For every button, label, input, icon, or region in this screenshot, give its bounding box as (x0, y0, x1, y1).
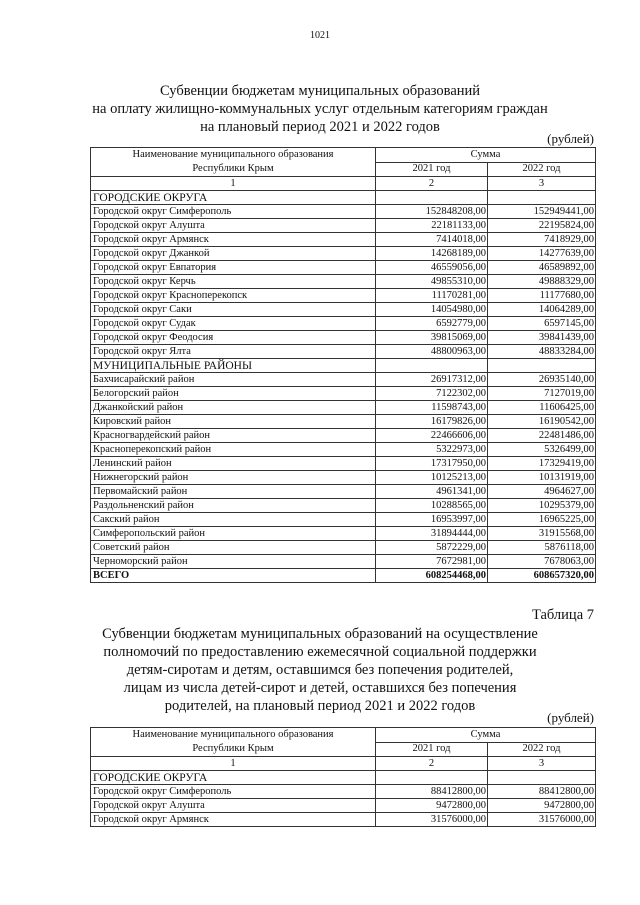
value-2021: 7122302,00 (376, 387, 488, 401)
table-row (91, 289, 596, 303)
value-2022: 4964627,00 (488, 485, 596, 499)
value-2021: 10125213,00 (376, 471, 488, 485)
district-name: Городской округ Судак (91, 317, 376, 331)
value-2022: 26935140,00 (488, 373, 596, 387)
section1-table (90, 147, 596, 583)
col-number-2: 2 (376, 177, 488, 191)
district-name: Джанкойский район (91, 401, 376, 415)
value-2022: 48833284,00 (488, 345, 596, 359)
table-row (91, 485, 596, 499)
header-year-2022: 2022 год (488, 742, 596, 757)
total-2021: 608254468,00 (376, 569, 488, 583)
header-name-cell: Наименование муниципального образования Республики Крым (91, 148, 376, 177)
district-name: Городской округ Армянск (91, 233, 376, 247)
section2-title-line: полномочий по предоставлению ежемесячной социальной поддержки (103, 644, 537, 660)
value-2021: 22181133,00 (376, 219, 488, 233)
value-2021: 39815069,00 (376, 331, 488, 345)
value-2022: 10295379,00 (488, 499, 596, 513)
municipal-districts-heading: МУНИЦИПАЛЬНЫЕ РАЙОНЫ (91, 359, 376, 373)
table-row (91, 387, 596, 401)
value-2022: 22481486,00 (488, 429, 596, 443)
value-2022: 88412800,00 (488, 785, 596, 799)
total-row (91, 569, 596, 583)
value-2021: 48800963,00 (376, 345, 488, 359)
value-2021: 11598743,00 (376, 401, 488, 415)
district-name: Красноперекопский район (91, 443, 376, 457)
urban-districts-heading: ГОРОДСКИЕ ОКРУГА (91, 771, 376, 785)
value-2022: 7418929,00 (488, 233, 596, 247)
col-number-3: 3 (488, 757, 596, 771)
value-2022: 39841439,00 (488, 331, 596, 345)
value-2021: 7672981,00 (376, 555, 488, 569)
value-2021: 26917312,00 (376, 373, 488, 387)
district-name: Первомайский район (91, 485, 376, 499)
table-row (91, 443, 596, 457)
value-2021: 9472800,00 (376, 799, 488, 813)
table-row (91, 317, 596, 331)
district-name: Городской округ Симферополь (91, 205, 376, 219)
value-2021: 152848208,00 (376, 205, 488, 219)
section2-title-line: лицам из числа детей-сирот и детей, оставшихся без попечения (123, 680, 517, 696)
section1-title-line: на плановый период 2021 и 2022 годов (200, 119, 440, 135)
table-row (91, 331, 596, 345)
value-2022: 11606425,00 (488, 401, 596, 415)
value-2021: 11170281,00 (376, 289, 488, 303)
table-row (91, 785, 596, 799)
value-2021: 22466606,00 (376, 429, 488, 443)
table-row (91, 541, 596, 555)
section2-title-line: Субвенции бюджетам муниципальных образований на осуществление (102, 626, 538, 642)
table-7-label: Таблица 7 (531, 607, 594, 623)
col-number-1: 1 (91, 757, 376, 771)
header-sum: Сумма (376, 148, 596, 163)
district-name: Городской округ Алушта (91, 799, 376, 813)
value-2022: 9472800,00 (488, 799, 596, 813)
value-2022: 31915568,00 (488, 527, 596, 541)
col-number-3: 3 (488, 177, 596, 191)
value-2022: 14277639,00 (488, 247, 596, 261)
district-name: Раздольненский район (91, 499, 376, 513)
district-name: Городской округ Саки (91, 303, 376, 317)
value-2021: 7414018,00 (376, 233, 488, 247)
value-2021: 14268189,00 (376, 247, 488, 261)
value-2021: 88412800,00 (376, 785, 488, 799)
page-number: 1021 (310, 30, 330, 41)
district-name: Городской округ Джанкой (91, 247, 376, 261)
value-2021: 5872229,00 (376, 541, 488, 555)
table-row (91, 219, 596, 233)
value-2022: 7678063,00 (488, 555, 596, 569)
value-2022: 5326499,00 (488, 443, 596, 457)
table-row (91, 555, 596, 569)
section2-title (60, 625, 580, 715)
table-row (91, 233, 596, 247)
section2-title-line: детям-сиротам и детям, оставшимся без попечения родителей, (126, 662, 514, 678)
table-row (91, 205, 596, 219)
value-2022: 14064289,00 (488, 303, 596, 317)
district-name: Черноморский район (91, 555, 376, 569)
district-name: Городской округ Алушта (91, 219, 376, 233)
district-name: Нижнегорский район (91, 471, 376, 485)
value-2022: 17329419,00 (488, 457, 596, 471)
table-row (91, 303, 596, 317)
value-2022: 5876118,00 (488, 541, 596, 555)
total-label: ВСЕГО (91, 569, 376, 583)
table-row (91, 345, 596, 359)
header-year-2021: 2021 год (376, 162, 488, 177)
section2-units: (рублей) (547, 710, 594, 725)
value-2022: 16190542,00 (488, 415, 596, 429)
value-2022: 152949441,00 (488, 205, 596, 219)
header-sum: Сумма (376, 728, 596, 743)
district-name: Городской округ Красноперекопск (91, 289, 376, 303)
district-name: Городской округ Ялта (91, 345, 376, 359)
section2-title-line: родителей, на плановый период 2021 и 2022 годов (164, 698, 476, 714)
col-number-1: 1 (91, 177, 376, 191)
header-name-cell: Наименование муниципального образования Республики Крым (91, 728, 376, 757)
table-row (91, 415, 596, 429)
value-2022: 16965225,00 (488, 513, 596, 527)
district-name: Сакский район (91, 513, 376, 527)
table-row (91, 499, 596, 513)
value-2021: 16179826,00 (376, 415, 488, 429)
section1-title-line: на оплату жилищно-коммунальных услуг отдельным категориям граждан (92, 101, 548, 117)
district-name: Городской округ Армянск (91, 813, 376, 827)
table-row (91, 401, 596, 415)
table-row (91, 457, 596, 471)
value-2021: 4961341,00 (376, 485, 488, 499)
table-row (91, 261, 596, 275)
table-row (91, 429, 596, 443)
district-name: Симферопольский район (91, 527, 376, 541)
district-name: Советский район (91, 541, 376, 555)
table-row (91, 275, 596, 289)
value-2021: 5322973,00 (376, 443, 488, 457)
value-2022: 11177680,00 (488, 289, 596, 303)
table-row (91, 513, 596, 527)
value-2022: 49888329,00 (488, 275, 596, 289)
section1-title (60, 82, 580, 136)
table-row (91, 527, 596, 541)
district-name: Белогорский район (91, 387, 376, 401)
col-number-2: 2 (376, 757, 488, 771)
district-name: Кировский район (91, 415, 376, 429)
district-name: Красногвардейский район (91, 429, 376, 443)
value-2021: 16953997,00 (376, 513, 488, 527)
district-name: Городской округ Евпатория (91, 261, 376, 275)
value-2021: 10288565,00 (376, 499, 488, 513)
value-2022: 10131919,00 (488, 471, 596, 485)
value-2021: 31894444,00 (376, 527, 488, 541)
section1-title-line: Субвенции бюджетам муниципальных образований (159, 83, 481, 99)
value-2022: 22195824,00 (488, 219, 596, 233)
district-name: Бахчисарайский район (91, 373, 376, 387)
table-row (91, 373, 596, 387)
district-name: Городской округ Керчь (91, 275, 376, 289)
value-2021: 14054980,00 (376, 303, 488, 317)
section2-table (90, 727, 596, 827)
value-2022: 46589892,00 (488, 261, 596, 275)
table-row (91, 813, 596, 827)
header-year-2022: 2022 год (488, 162, 596, 177)
value-2022: 6597145,00 (488, 317, 596, 331)
value-2021: 31576000,00 (376, 813, 488, 827)
value-2021: 46559056,00 (376, 261, 488, 275)
value-2022: 31576000,00 (488, 813, 596, 827)
value-2021: 17317950,00 (376, 457, 488, 471)
header-year-2021: 2021 год (376, 742, 488, 757)
table-row (91, 471, 596, 485)
total-2022: 608657320,00 (488, 569, 596, 583)
value-2021: 49855310,00 (376, 275, 488, 289)
district-name: Ленинский район (91, 457, 376, 471)
value-2022: 7127019,00 (488, 387, 596, 401)
value-2021: 6592779,00 (376, 317, 488, 331)
section1-units: (рублей) (547, 131, 594, 146)
district-name: Городской округ Симферополь (91, 785, 376, 799)
district-name: Городской округ Феодосия (91, 331, 376, 345)
table-row (91, 799, 596, 813)
urban-districts-heading: ГОРОДСКИЕ ОКРУГА (91, 191, 376, 205)
table-row (91, 247, 596, 261)
